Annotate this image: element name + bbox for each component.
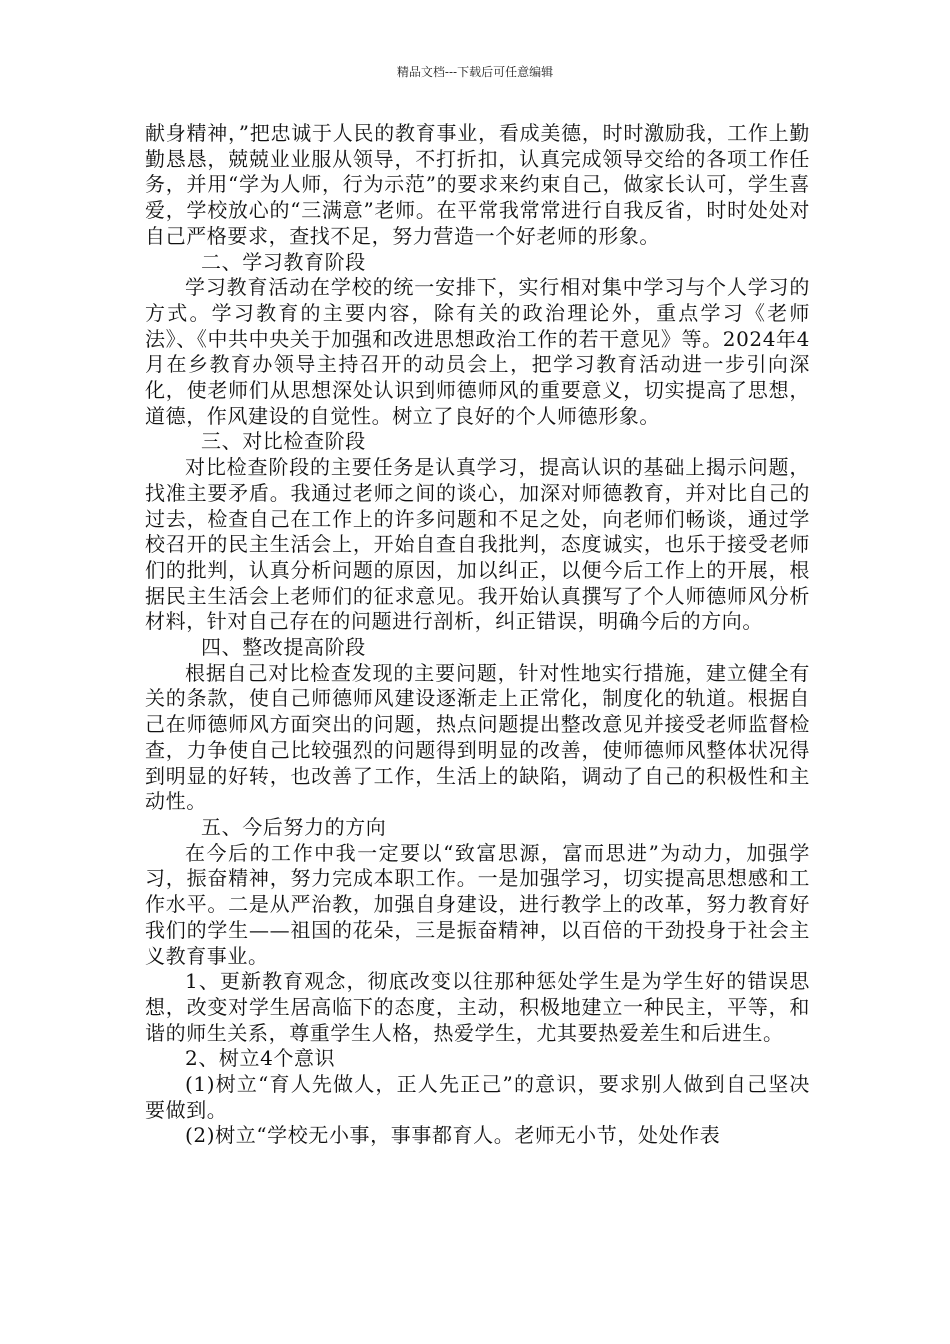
section-heading-rectification-stage: 四、整改提高阶段 [201,635,366,660]
paragraph-study-stage: 学习教育活动在学校的统一安排下，实行相对集中学习与个人学习的方式。学习教育的主要内容，除有关的政治理论外，重点学习《老师法》、《中共中央关于加强和改进思想政治工作的若干意见》等。2024年4月在乡教育办领导主持召开的动员会上，把学习教育活动进一步引向深化，使老师们从思想深处认识到师德师风的重要意义，切实提高了思想，道德，作风建设的自觉性。树立了良好的个人师德形象。 [145,275,810,428]
section-heading-future-direction: 五、今后努力的方向 [201,814,387,839]
section-heading-study-stage: 二、学习教育阶段 [201,249,366,274]
paragraph-comparison-stage: 对比检查阶段的主要任务是认真学习，提高认识的基础上揭示问题，找准主要矛盾。我通过老师之间的谈心，加深对师德教育，并对比自己的过去，检查自己在工作上的许多问题和不足之处，向老师们畅谈，通过学校召开的民主生活会上，开始自查自我批判，态度诚实，也乐于接受老师们的批判，认真分析问题的原因，加以纠正，以便今后工作上的开展，根据民主生活会上老师们的征求意见。我开始认真撰写了个人师德师风分析材料，针对自己存在的问题进行剖析，纠正错误，明确今后的方向。 [145,455,810,634]
page-header: 精品文档---下载后可任意编辑 [396,65,554,79]
section-heading-comparison-stage: 三、对比检查阶段 [201,429,366,454]
document-body [145,121,810,1149]
paragraph-rectification-stage: 根据自己对比检查发现的主要问题，针对性地实行措施，建立健全有关的条款，使自己师德师风建设逐渐走上正常化，制度化的轨道。根据自己在师德师风方面突出的问题，热点问题提出整改意见并接受老师监督检查，力争使自己比较强烈的问题得到明显的改善，使师德师风整体状况得到明显的好转，也改善了工作，生活上的缺陷，调动了自己的积极性和主动性。 [145,660,810,814]
paragraph-intro-continuation: 献身精神，”把忠诚于人民的教育事业，看成美德，时时激励我，工作上勤勤恳恳，兢兢业业服从领导，不打折扣，认真完成领导交给的各项工作任务，并用“学为人师，行为示范”的要求来约束自己，做家长认可，学生喜爱，学校放心的“三满意”老师。在平常我常常进行自我反省，时时处处对自己严格要求，查找不足，努力营造一个好老师的形象。 [145,121,810,248]
paragraph-subitem-2: (2)树立“学校无小事，事事都育人。老师无小节，处处作表 [185,1123,721,1148]
paragraph-future-direction: 在今后的工作中我一定要以“致富思源，富而思进”为动力，加强学习，振奋精神，努力完成本职工作。一是加强学习，切实提高思想感和工作水平。二是从严治教，加强自身建设，进行教学上的改革，努力教育好我们的学生——祖国的花朵，三是振奋精神，以百倍的干劲投身于社会主义教育事业。 [145,840,810,968]
paragraph-item-2-four-awareness: 2、树立4个意识 [185,1046,336,1071]
paragraph-item-1-update-concepts: 1、更新教育观念，彻底改变以往那种惩处学生是为学生好的错误思想，改变对学生居高临下的态度，主动，积极地建立一种民主，平等，和谐的师生关系，尊重学生人格，热爱学生，尤其要热爱差生和后进生。 [145,969,810,1045]
paragraph-subitem-1: (1)树立“育人先做人，正人先正己”的意识，要求别人做到自己坚决要做到。 [145,1072,810,1122]
